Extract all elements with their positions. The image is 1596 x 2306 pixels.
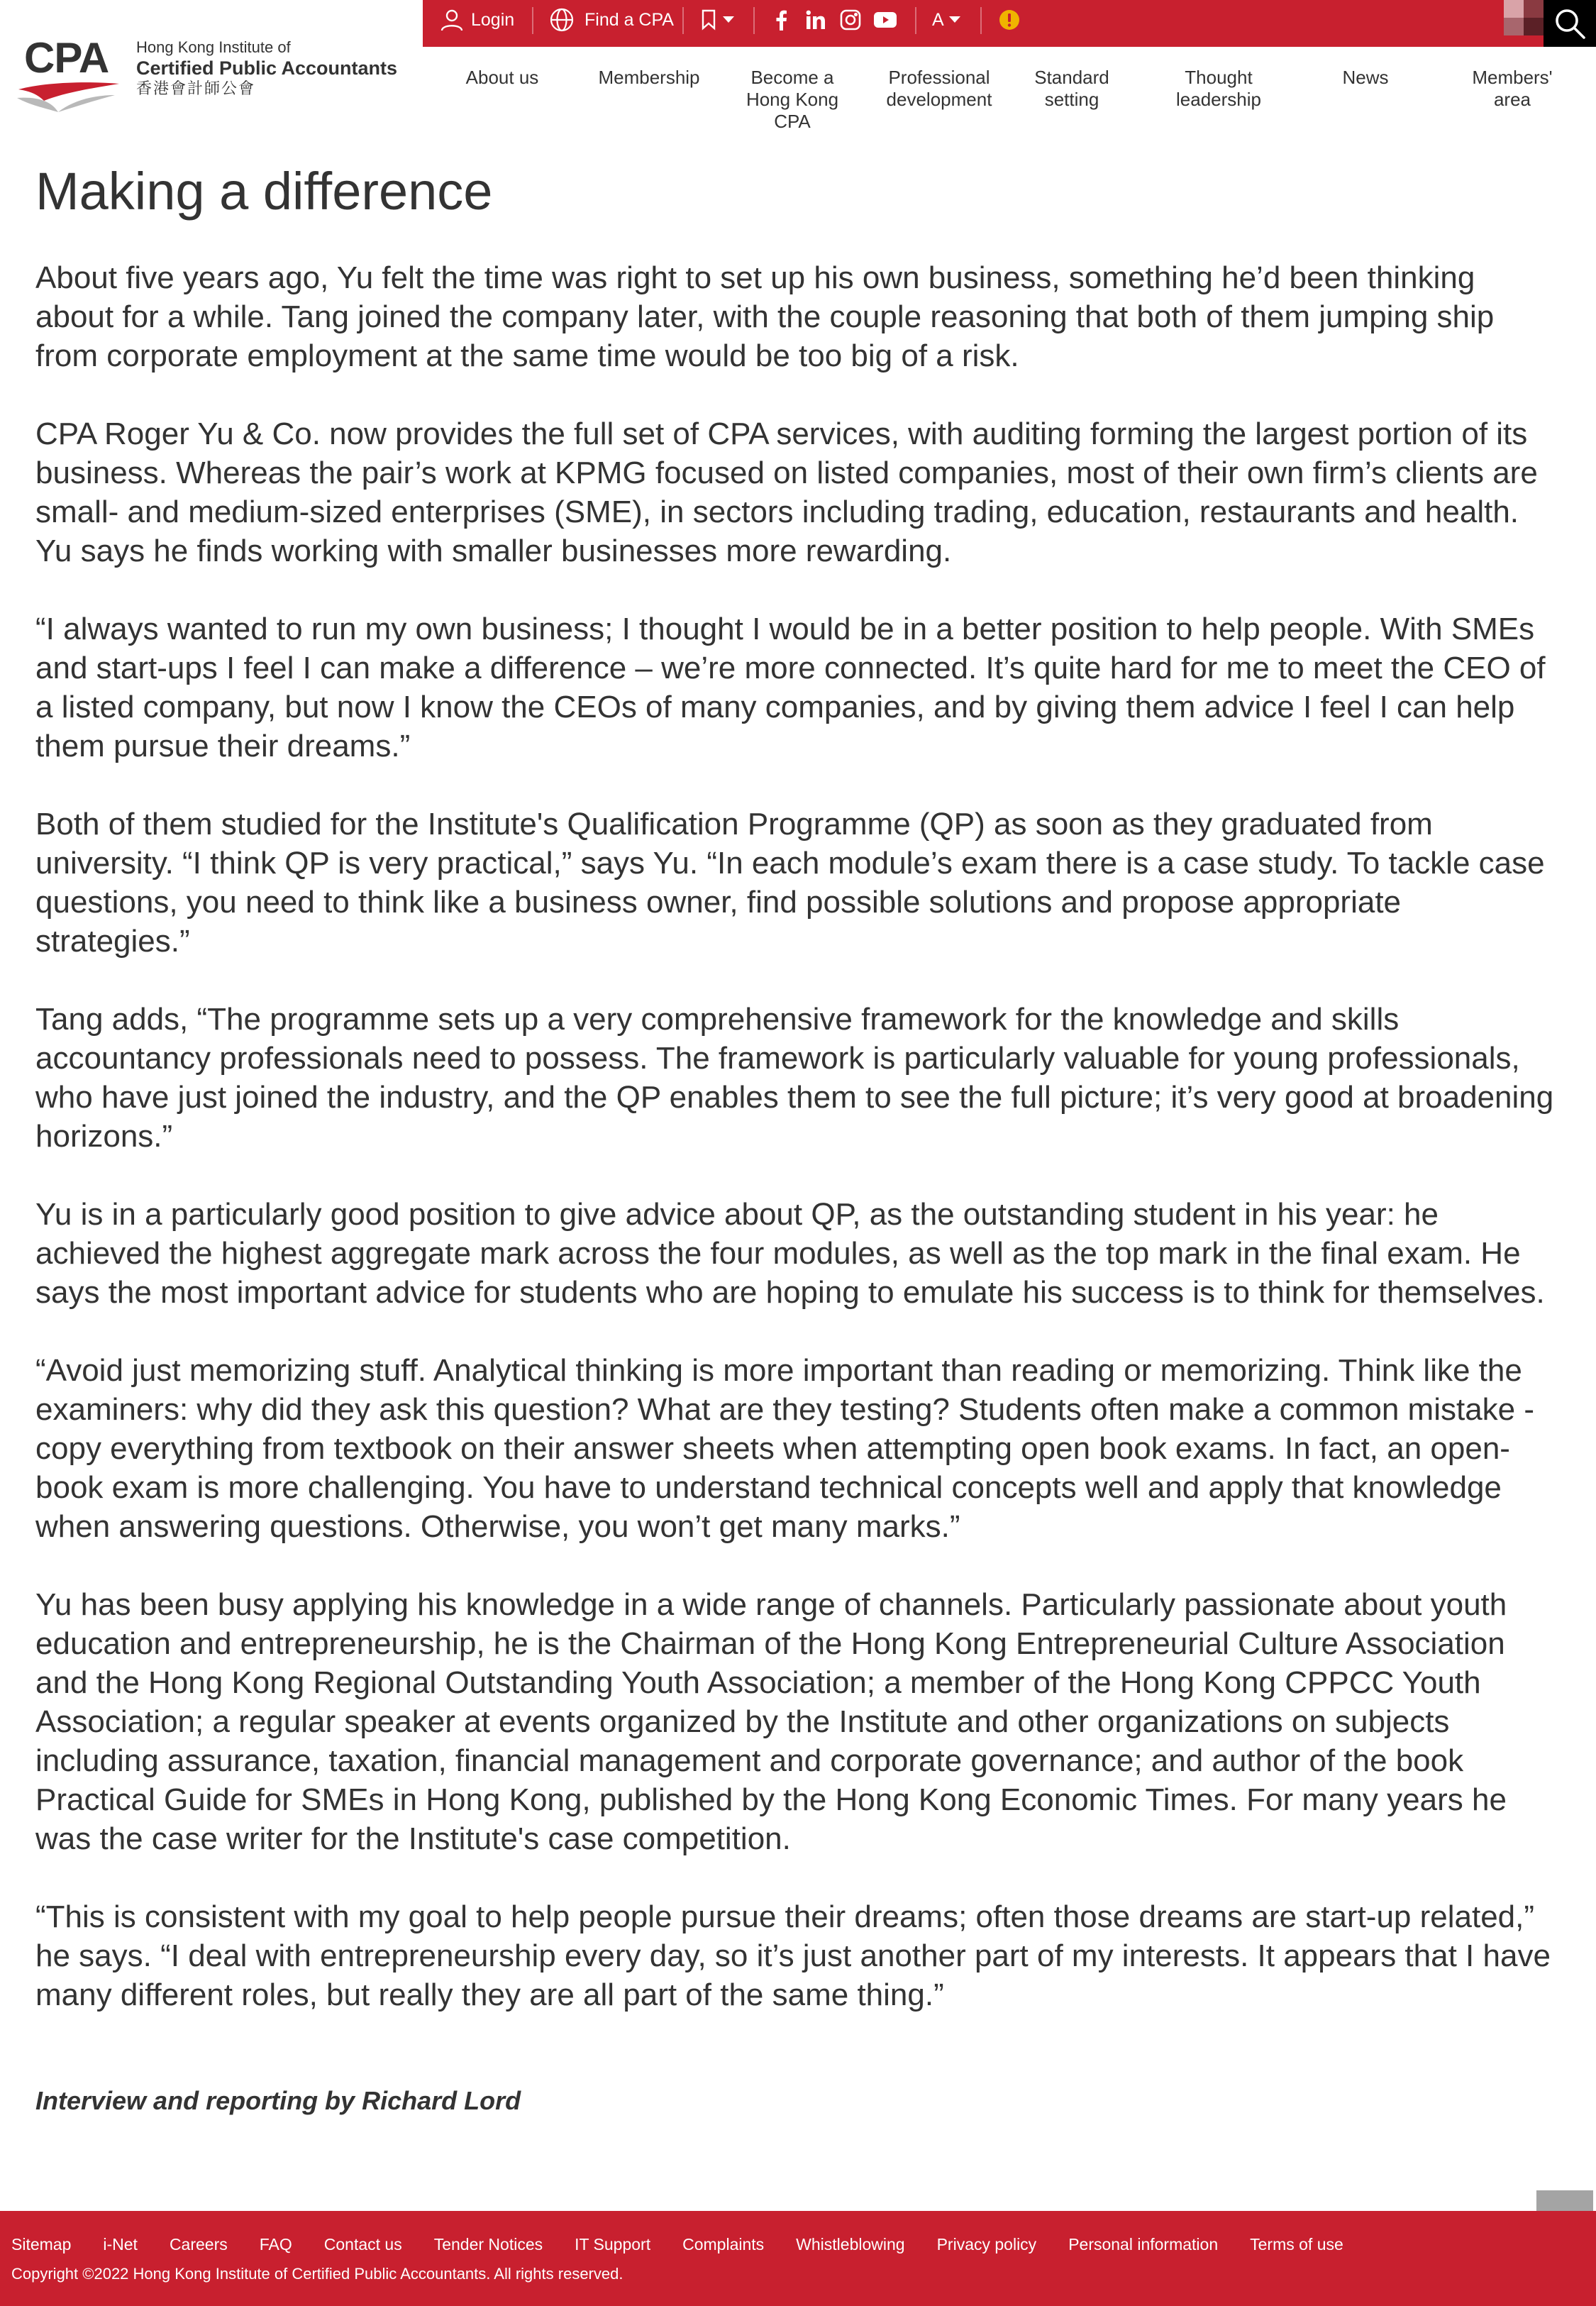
footer-link-tender-notices[interactable]: Tender Notices [433,2235,543,2253]
logo-line-chinese: 香港會計師公會 [136,79,256,97]
youtube-link[interactable] [874,0,897,40]
article [35,156,1561,2117]
article-paragraph: Both of them studied for the Institute's Qualification Programme (QP) as soon as they graduated from university. “I think QP is very practical,” says Yu. “In each module’s exam there is a case study. To tackle case questions, you need to think like a business owner, find possible solutions and propose appropriate strategies.” [35,807,1545,959]
topbar-divider [682,7,684,34]
login-label: Login [471,9,515,30]
chevron-down-icon [948,16,961,24]
linkedin-link[interactable] [806,0,826,40]
article-paragraph: Yu has been busy applying his knowledge in a wide range of channels. Particularly passionate about youth education and entrepreneurship, he is the Chairman of the Hong Kong Entrepreneurial Culture Association and the Hong Kong Regional Outstanding Youth Association; a member of the Hong Kong CPPCC Youth Association; a regular speaker at events organized by the Institute and other organizations on subjects including assurance, taxation, financial management and corporate governance; and author of the book Practical Guide for SMEs in Hong Kong, published by the Hong Kong Economic Times. For many years he was the case writer for the Institute's case competition. [35,1587,1507,1856]
instagram-link[interactable] [840,0,861,40]
nav-item-news[interactable]: News [1342,67,1389,88]
footer-link-faq[interactable]: FAQ [259,2235,292,2253]
search-button[interactable] [1544,0,1596,47]
footer-links [11,2234,1375,2255]
article-paragraph: CPA Roger Yu & Co. now provides the full set of CPA services, with auditing forming the largest portion of its business. Whereas the pair’s work at KPMG focused on listed companies, most of their own firm’s clients are small- and medium-sized enterprises (SME), in sectors including trading, education, restaurants and health. Yu says he finds working with smaller businesses more rewarding. [35,416,1538,568]
facebook-icon [775,9,787,31]
linkedin-icon [806,10,826,30]
footer-link-it-support[interactable]: IT Support [575,2235,651,2253]
bookmark-dropdown[interactable] [701,0,735,40]
page-title: Making a difference [35,162,493,221]
youtube-icon [874,11,897,28]
topbar-divider [980,7,982,34]
footer-link-contact-us[interactable]: Contact us [323,2235,402,2253]
article-paragraph: “This is consistent with my goal to help people pursue their dreams; often those dreams are start-up related,” he says. “I deal with entrepreneurship every day, so it’s just another part of my interests. It appears that I have many different roles, but really they are all part of the same thing.” [35,1899,1551,2012]
user-icon [440,8,464,32]
article-byline: Interview and reporting by Richard Lord [35,2086,521,2115]
footer-link-sitemap[interactable]: Sitemap [11,2235,72,2253]
nav-item-membership[interactable]: Membership [598,67,700,88]
nav-item-professional-development[interactable]: Professional development [886,67,992,110]
globe-icon [549,7,575,33]
site-logo[interactable] [16,35,413,117]
article-paragraph: Tang adds, “The programme sets up a very comprehensive framework for the knowledge and skills accountancy professionals need to possess. The framework is particularly valuable for young professionals, who have just joined the industry, and the QP enables them to see the full picture; it’s very good at broadening horizons.” [35,1002,1554,1154]
chevron-down-icon [722,16,735,24]
main-nav [423,67,1596,138]
article-paragraph: “Avoid just memorizing stuff. Analytical thinking is more important than reading or memorizing. Think like the examiners: why did they ask this question? What are they testing? Students often make a common mistake - copy everything from textbook on their answer sheets when attempting open book exams. In fact, an open-book exam is more challenging. You have to understand technical concepts well and apply that knowledge when answering questions. Otherwise, you won’t get many marks.” [35,1353,1535,1544]
decorative-mosaic [1504,0,1544,35]
search-icon [1553,7,1586,40]
site-footer [0,2211,1596,2306]
footer-link-terms-of-use[interactable]: Terms of use [1250,2235,1343,2253]
logo-line-name: Certified Public Accountants [136,57,398,79]
nav-item-become-a-cpa[interactable]: Become a Hong Kong CPA [746,67,839,132]
footer-link-complaints[interactable]: Complaints [682,2235,765,2253]
footer-link-careers[interactable]: Careers [169,2235,228,2253]
utility-bar [423,0,1544,47]
footer-link-privacy-policy[interactable]: Privacy policy [936,2235,1037,2253]
article-paragraph: “I always wanted to run my own business; I thought I would be in a better position to help people. With SMEs and start-ups I feel I can make a difference – we’re more connected. It’s quite hard for me to meet the CEO of a listed company, but now I know the CEOs of many companies, and by giving them advice I feel I can help them pursue their dreams.” [35,612,1546,763]
nav-item-standard-setting[interactable]: Standard setting [1034,67,1109,110]
logo-line-institute: Hong Kong Institute of [136,38,291,56]
alert-button[interactable] [999,0,1020,40]
instagram-icon [840,9,861,31]
footer-copyright: Copyright ©2022 Hong Kong Institute of Certified Public Accountants. All rights reserved. [11,2265,624,2283]
logo-cpa-text: CPA [24,34,109,82]
facebook-link[interactable] [775,0,787,40]
topbar-divider [753,7,755,34]
font-size-dropdown[interactable] [932,0,961,40]
logo-text [136,38,420,98]
find-cpa-link[interactable] [549,0,674,40]
footer-link-whistleblowing[interactable]: Whistleblowing [796,2235,905,2253]
topbar-divider [532,7,533,34]
footer-link-personal-information[interactable]: Personal information [1068,2235,1219,2253]
site-header [0,0,1596,149]
nav-item-members-area[interactable]: Members' area [1472,67,1553,110]
alert-icon [999,9,1020,31]
logo-mark [16,35,122,117]
logo-wing-icon [16,79,122,115]
font-size-label: A [932,9,944,30]
nav-item-about-us[interactable]: About us [465,67,539,88]
article-paragraph: About five years ago, Yu felt the time was right to set up his own business, something he’d been thinking about for a while. Tang joined the company later, with the couple reasoning that both of them jumping ship from corporate employment at the same time would be too big of a risk. [35,260,1495,373]
nav-item-thought-leadership[interactable]: Thought leadership [1176,67,1261,110]
topbar-divider [915,7,916,34]
article-paragraph: Yu is in a particularly good position to give advice about QP, as the outstanding student in his year: he achieved the highest aggregate mark across the four modules, as well as the top mark in the final exam. He says the most important advice for students who are hoping to emulate his success is to think for themselves. [35,1197,1545,1310]
footer-link-inet[interactable]: i-Net [103,2235,138,2253]
find-cpa-label: Find a CPA [584,9,674,30]
login-link[interactable] [440,0,514,40]
bookmark-icon [701,9,716,31]
